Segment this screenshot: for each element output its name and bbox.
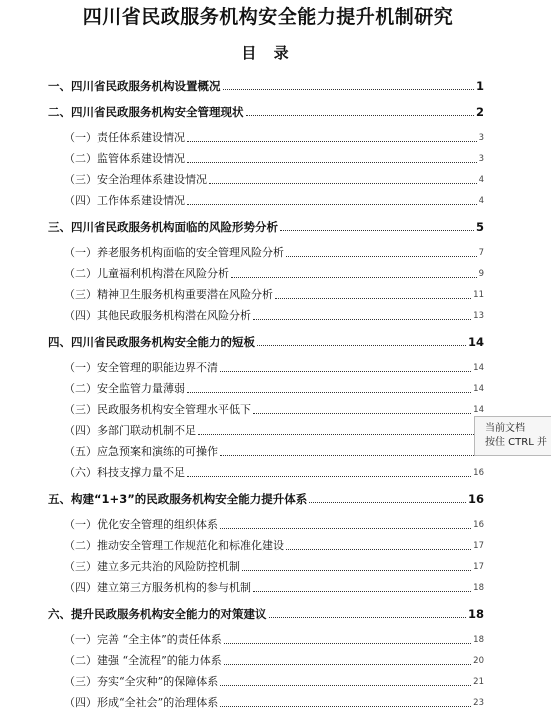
toc-entry-label: （三）民政服务机构安全管理水平低下 bbox=[64, 403, 251, 416]
dot-leader bbox=[187, 392, 471, 393]
toc-page-number: 13 bbox=[473, 311, 484, 321]
toc-page-number: 16 bbox=[473, 520, 484, 530]
toc-subsection-entry[interactable] bbox=[64, 421, 484, 439]
dot-leader bbox=[220, 371, 471, 372]
dot-leader bbox=[220, 685, 471, 686]
toc-entry-label: （二）推动安全管理工作规范化和标准化建设 bbox=[64, 539, 284, 552]
toc-page-number: 23 bbox=[473, 698, 484, 708]
toc-entry-label: （一）完善 “全主体”的责任体系 bbox=[64, 633, 222, 646]
toc-subsection-entry[interactable] bbox=[64, 693, 484, 711]
toc-page-number: 14 bbox=[473, 384, 484, 394]
toc-subsection-entry[interactable] bbox=[64, 285, 484, 303]
toc-entry-label: （五）应急预案和演练的可操作 bbox=[64, 445, 218, 458]
toc-subsection-entry[interactable] bbox=[64, 630, 484, 648]
toc-subsection-entry[interactable] bbox=[64, 672, 484, 690]
toc-entry-label: 一、四川省民政服务机构设置概况 bbox=[48, 79, 221, 93]
toc-entry-label: （一）养老服务机构面临的安全管理风险分析 bbox=[64, 246, 284, 259]
dot-leader bbox=[246, 115, 474, 116]
toc-subsection-entry[interactable] bbox=[64, 306, 484, 324]
toc-page-number: 17 bbox=[473, 541, 484, 551]
toc-subsection-entry[interactable] bbox=[64, 557, 484, 575]
toc-subsection-entry[interactable] bbox=[64, 170, 484, 188]
dot-leader bbox=[231, 277, 477, 278]
toc-subsection-entry[interactable] bbox=[64, 442, 484, 460]
toc-section-entry[interactable] bbox=[48, 604, 484, 622]
toc-page-number: 4 bbox=[478, 196, 484, 206]
dot-leader bbox=[198, 434, 482, 435]
dot-leader bbox=[187, 141, 477, 142]
dot-leader bbox=[257, 345, 466, 346]
dot-leader bbox=[253, 319, 471, 320]
toc-entry-label: （三）安全治理体系建设情况 bbox=[64, 173, 207, 186]
toc-entry-label: （四）工作体系建设情况 bbox=[64, 194, 185, 207]
toc-page-number: 14 bbox=[473, 363, 484, 373]
toc-heading: 目 录 bbox=[241, 44, 295, 62]
toc-page-number: 11 bbox=[473, 290, 484, 300]
toc-subsection-entry[interactable] bbox=[64, 128, 484, 146]
toc-entry-label: （四）多部门联动机制不足 bbox=[64, 424, 196, 437]
toc-page-number: 7 bbox=[478, 248, 484, 258]
dot-leader bbox=[220, 528, 471, 529]
toc-subsection-entry[interactable] bbox=[64, 578, 484, 596]
dot-leader bbox=[253, 413, 471, 414]
dot-leader bbox=[223, 89, 474, 90]
toc-page-number: 3 bbox=[478, 133, 484, 143]
toc-page-number: 2 bbox=[475, 105, 484, 119]
toc-page-number: 21 bbox=[473, 677, 484, 687]
toc-subsection-entry[interactable] bbox=[64, 515, 484, 533]
toc-page-number: 18 bbox=[473, 583, 484, 593]
dot-leader bbox=[220, 706, 471, 707]
toc-entry-label: （四）形成“全社会”的治理体系 bbox=[64, 696, 219, 709]
toc-entry-label: （四）建立第三方服务机构的参与机制 bbox=[64, 581, 251, 594]
dot-leader bbox=[275, 298, 471, 299]
toc-page-number: 9 bbox=[478, 269, 484, 279]
dot-leader bbox=[309, 502, 466, 503]
document-title: 四川省民政服务机构安全能力提升机制研究 bbox=[82, 6, 454, 28]
toc-entry-label: （三）夯实“全灾种”的保障体系 bbox=[64, 675, 219, 688]
toc-page-number: 14 bbox=[473, 405, 484, 415]
toc-entry-label: （二）监管体系建设情况 bbox=[64, 152, 185, 165]
toc-entry-label: （二）建强 “全流程”的能力体系 bbox=[64, 654, 222, 667]
toc-page-number: 14 bbox=[467, 335, 484, 349]
toc-page-number: 16 bbox=[467, 492, 484, 506]
toc-subsection-entry[interactable] bbox=[64, 651, 484, 669]
toc-entry-label: （三）建立多元共治的风险防控机制 bbox=[64, 560, 240, 573]
toc-entry-label: 五、构建“1+3”的民政服务机构安全能力提升体系 bbox=[48, 492, 308, 506]
tooltip-line-1: 当前文档 bbox=[485, 423, 525, 434]
dot-leader bbox=[187, 162, 477, 163]
dot-leader bbox=[209, 183, 477, 184]
toc-page-number: 20 bbox=[473, 656, 484, 666]
toc-entry-label: 二、四川省民政服务机构安全管理现状 bbox=[48, 105, 244, 119]
toc-subsection-entry[interactable] bbox=[64, 264, 484, 282]
toc-subsection-entry[interactable] bbox=[64, 358, 484, 376]
dot-leader bbox=[280, 230, 474, 231]
toc-section-entry[interactable] bbox=[48, 332, 484, 350]
dot-leader bbox=[286, 256, 477, 257]
toc-subsection-entry[interactable] bbox=[64, 149, 484, 167]
toc-entry-label: （四）其他民政服务机构潜在风险分析 bbox=[64, 309, 251, 322]
dot-leader bbox=[253, 591, 471, 592]
toc-page-number: 4 bbox=[478, 175, 484, 185]
toc-entry-label: 三、四川省民政服务机构面临的风险形势分析 bbox=[48, 220, 278, 234]
toc-page-number: 18 bbox=[467, 607, 484, 621]
toc-entry-label: （一）优化安全管理的组织体系 bbox=[64, 518, 218, 531]
toc-entry-label: （二）儿童福利机构潜在风险分析 bbox=[64, 267, 229, 280]
toc-entry-label: （二）安全监管力量薄弱 bbox=[64, 382, 185, 395]
dot-leader bbox=[187, 204, 477, 205]
toc-subsection-entry[interactable] bbox=[64, 379, 484, 397]
toc-entry-label: 四、四川省民政服务机构安全能力的短板 bbox=[48, 335, 255, 349]
toc-section-entry[interactable] bbox=[48, 102, 484, 120]
toc-section-entry[interactable] bbox=[48, 76, 484, 94]
toc-entry-label: 六、提升民政服务机构安全能力的对策建议 bbox=[48, 607, 267, 621]
toc-section-entry[interactable] bbox=[48, 489, 484, 507]
tooltip-line-2: 按住 CTRL 并 bbox=[485, 437, 547, 448]
toc-subsection-entry[interactable] bbox=[64, 463, 484, 481]
dot-leader bbox=[286, 549, 471, 550]
toc-subsection-entry[interactable] bbox=[64, 536, 484, 554]
dot-leader bbox=[242, 570, 471, 571]
toc-subsection-entry[interactable] bbox=[64, 400, 484, 418]
toc-page-number: 17 bbox=[473, 562, 484, 572]
ctrl-click-tooltip bbox=[474, 416, 551, 456]
toc-entry-label: （一）责任体系建设情况 bbox=[64, 131, 185, 144]
toc-section-entry[interactable] bbox=[48, 217, 484, 235]
toc-entry-label: （一）安全管理的职能边界不清 bbox=[64, 361, 218, 374]
toc-page-number: 16 bbox=[473, 468, 484, 478]
toc-entry-label: （六）科技支撑力量不足 bbox=[64, 466, 185, 479]
dot-leader bbox=[220, 455, 482, 456]
dot-leader bbox=[224, 664, 471, 665]
toc-entry-label: （三）精神卫生服务机构重要潜在风险分析 bbox=[64, 288, 273, 301]
toc-page-number: 3 bbox=[478, 154, 484, 164]
toc-page-number: 5 bbox=[475, 220, 484, 234]
toc-page-number: 18 bbox=[473, 635, 484, 645]
toc-page-number: 1 bbox=[475, 79, 484, 93]
toc-subsection-entry[interactable] bbox=[64, 243, 484, 261]
dot-leader bbox=[187, 476, 471, 477]
dot-leader bbox=[269, 617, 466, 618]
toc-subsection-entry[interactable] bbox=[64, 191, 484, 209]
dot-leader bbox=[224, 643, 471, 644]
